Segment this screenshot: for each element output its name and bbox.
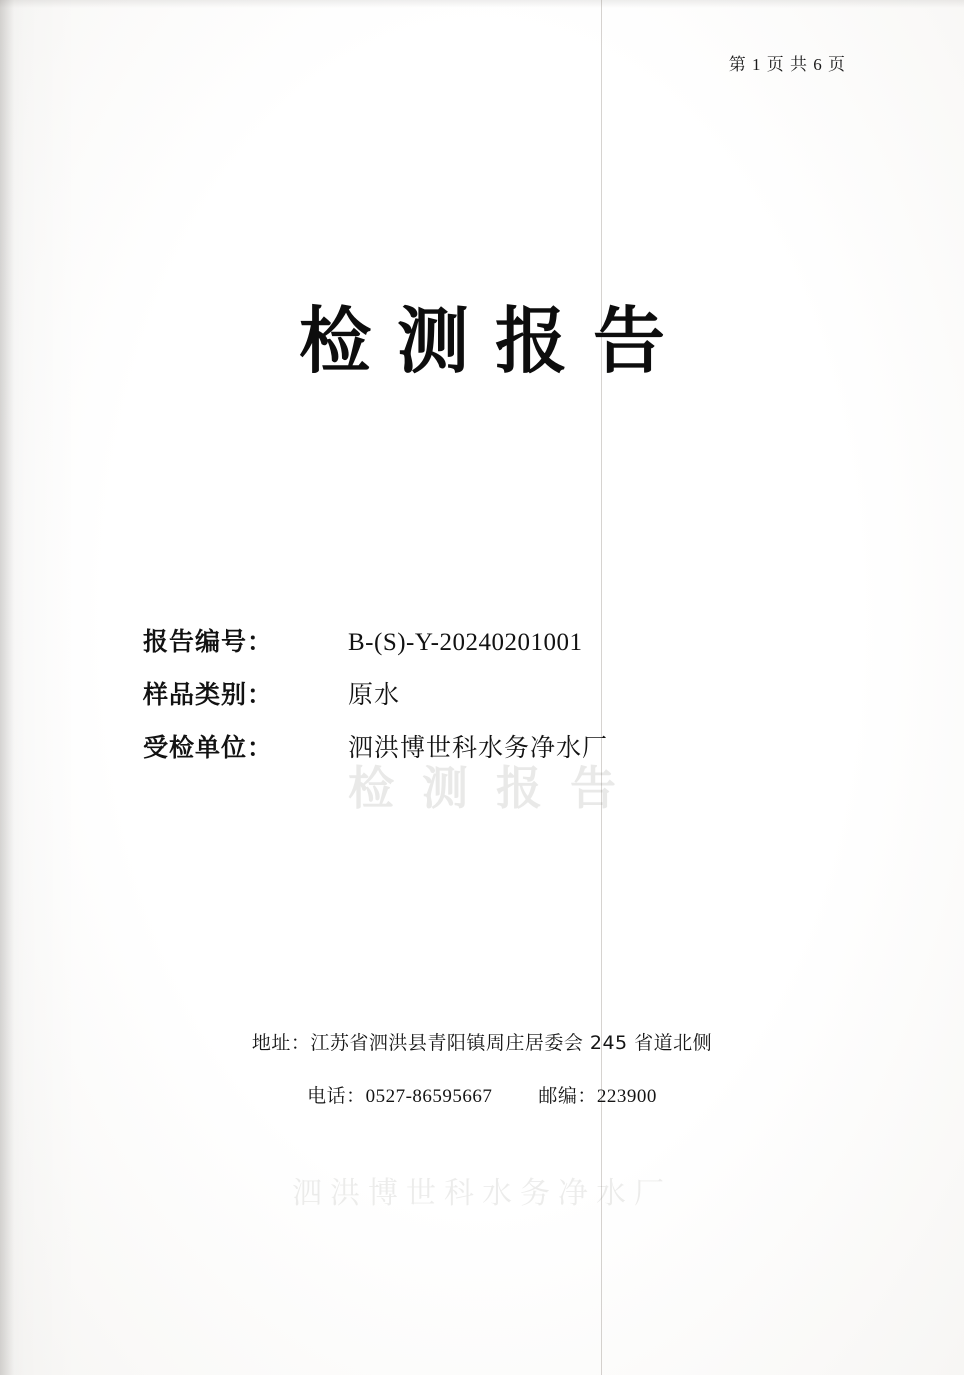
field-row-inspected-unit (143, 728, 843, 764)
field-label-report-number: 报告编号： (143, 627, 274, 656)
field-label-inspected-unit: 受检单位： (143, 733, 274, 762)
page-edge-shadow-left (0, 0, 14, 1375)
footer-phone-value: 0527-86595667 (365, 1086, 493, 1107)
page-title: 检测报告 (298, 299, 691, 383)
footer-contact-line (0, 1081, 964, 1108)
report-fields (143, 622, 843, 781)
watermark-org-echo: 泗洪博世科水务净水厂 (292, 1176, 672, 1211)
watermark-title-echo: 检测报告 (348, 761, 644, 815)
footer-address-line (0, 1028, 964, 1055)
footer-postcode-label: 邮编： (538, 1085, 597, 1107)
footer-address-value: 江苏省泗洪县青阳镇周庄居委会 245 省道北侧 (310, 1032, 713, 1054)
field-row-report-number (143, 622, 843, 658)
field-row-sample-category (143, 675, 843, 711)
footer-postcode-value: 223900 (596, 1086, 657, 1107)
footer-phone-label: 电话： (307, 1085, 366, 1107)
field-value-sample-category: 原水 (348, 680, 401, 709)
page-edge-shadow-top (0, 0, 964, 8)
page-number: 第 1 页 共 6 页 (728, 55, 846, 74)
field-value-report-number: B-(S)-Y-20240201001 (348, 629, 583, 656)
document-footer (0, 1028, 964, 1134)
field-label-sample-category: 样品类别： (143, 680, 274, 709)
field-value-inspected-unit: 泗洪博世科水务净水厂 (348, 733, 609, 762)
footer-address-label: 地址： (251, 1032, 311, 1054)
